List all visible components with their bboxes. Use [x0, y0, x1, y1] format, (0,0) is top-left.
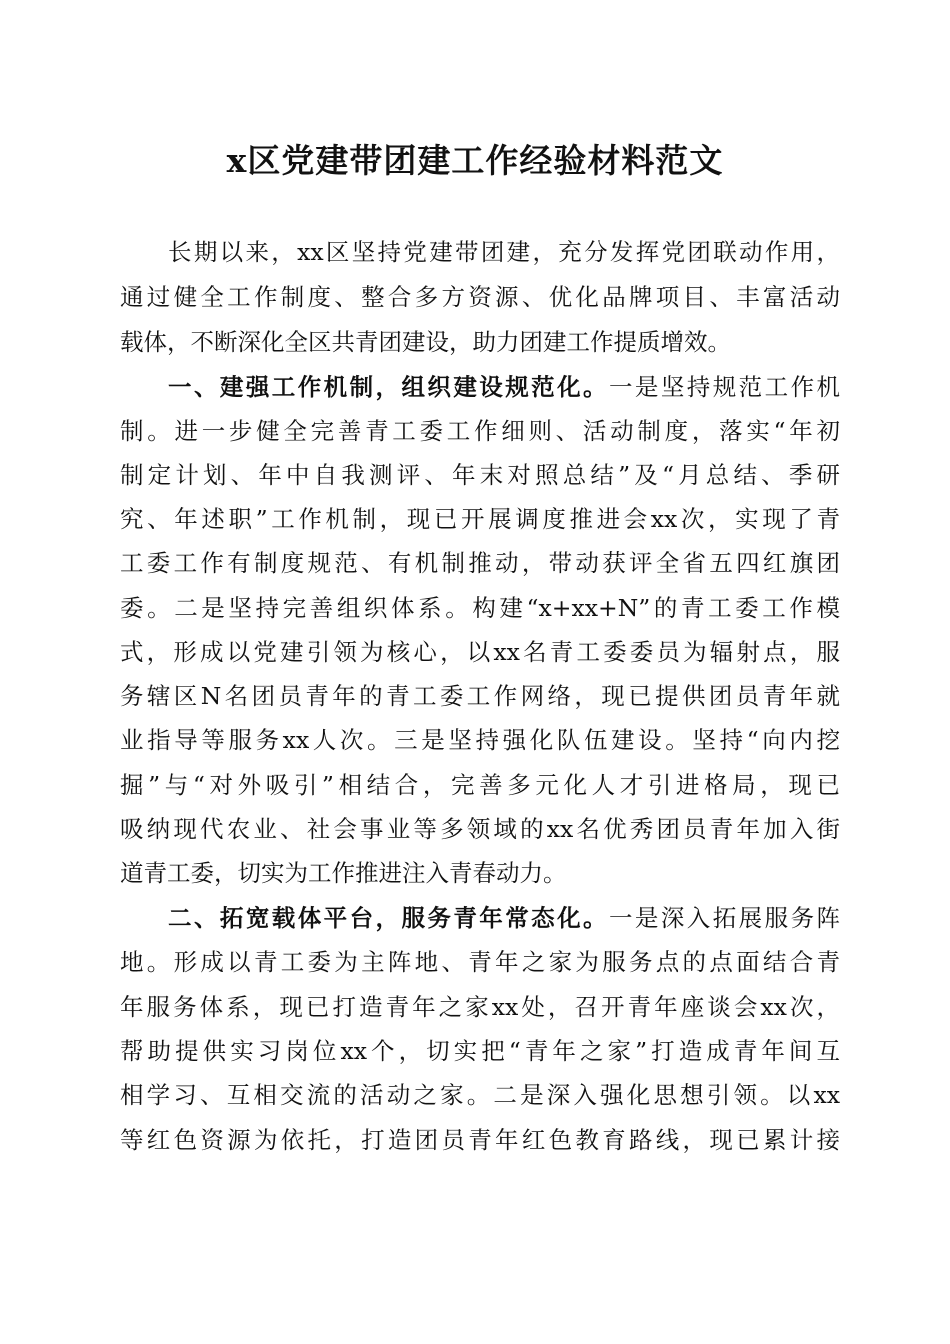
line-text: 载体，不断深化全区共青团建设，助力团建工作提质增效。	[120, 328, 731, 356]
paragraph-line	[120, 809, 840, 849]
paragraph-line	[120, 632, 840, 672]
line-text: 长期以来，xx区坚持党建带团建，充分发挥党团联动作用，	[168, 238, 840, 266]
paragraph-line	[120, 676, 840, 716]
paragraph-line	[168, 367, 840, 407]
paragraph-line	[120, 1120, 840, 1160]
line-text: 一是深入拓展服务阵	[608, 904, 841, 932]
line-text: 务辖区N名团员青年的青工委工作网络，现已提供团员青年就	[120, 682, 840, 710]
paragraph-line	[120, 588, 840, 628]
line-text: 式，形成以党建引领为核心，以xx名青工委委员为辐射点，服	[120, 638, 840, 666]
paragraph-line	[120, 720, 840, 760]
paragraph-line	[120, 1075, 840, 1115]
line-text: 工委工作有制度规范、有机制推动，带动获评全省五四红旗团	[120, 549, 840, 577]
line-text: 道青工委，切实为工作推进注入青春动力。	[120, 859, 567, 887]
paragraph-line	[120, 455, 840, 495]
line-text: 吸纳现代农业、社会事业等多领域的xx名优秀团员青年加入街	[120, 815, 840, 843]
paragraph-line	[120, 277, 840, 317]
paragraph-line	[120, 987, 840, 1027]
section-heading: 二、拓宽载体平台，服务青年常态化。	[168, 904, 609, 932]
line-text: 相学习、互相交流的活动之家。二是深入强化思想引领。以xx	[120, 1081, 840, 1109]
line-text: 制。进一步健全完善青工委工作细则、活动制度，落实“年初	[120, 417, 840, 445]
paragraph-line	[120, 853, 840, 893]
section-heading: 一、建强工作机制，组织建设规范化。	[168, 373, 609, 401]
line-text: 业指导等服务xx人次。三是坚持强化队伍建设。坚持“向内挖	[120, 726, 840, 754]
line-text: 等红色资源为依托，打造团员青年红色教育路线，现已累计接	[120, 1126, 840, 1154]
line-text: 地。形成以青工委为主阵地、青年之家为服务点的点面结合青	[120, 948, 840, 976]
line-text: 究、年述职”工作机制，现已开展调度推进会xx次，实现了青	[120, 505, 840, 533]
paragraph-line	[120, 765, 840, 805]
paragraph-line	[120, 322, 840, 362]
line-text: 年服务体系，现已打造青年之家xx处，召开青年座谈会xx次，	[120, 993, 840, 1021]
paragraph-line	[120, 411, 840, 451]
paragraph-line	[168, 898, 840, 938]
line-text: 制定计划、年中自我测评、年末对照总结”及“月总结、季研	[120, 461, 840, 489]
line-text: 一是坚持规范工作机	[608, 373, 841, 401]
document-title: x区党建带团建工作经验材料范文	[226, 141, 724, 180]
paragraph-line	[120, 1031, 840, 1071]
line-text: 通过健全工作制度、整合多方资源、优化品牌项目、丰富活动	[120, 283, 840, 311]
paragraph-line	[120, 942, 840, 982]
paragraph-line	[120, 499, 840, 539]
line-text: 帮助提供实习岗位xx个，切实把“青年之家”打造成青年间互	[120, 1037, 840, 1065]
paragraph-line	[120, 543, 840, 583]
line-text: 掘”与“对外吸引”相结合，完善多元化人才引进格局，现已	[120, 771, 840, 799]
paragraph-line	[168, 232, 840, 272]
line-text: 委。二是坚持完善组织体系。构建“x+xx+N”的青工委工作模	[120, 594, 840, 622]
